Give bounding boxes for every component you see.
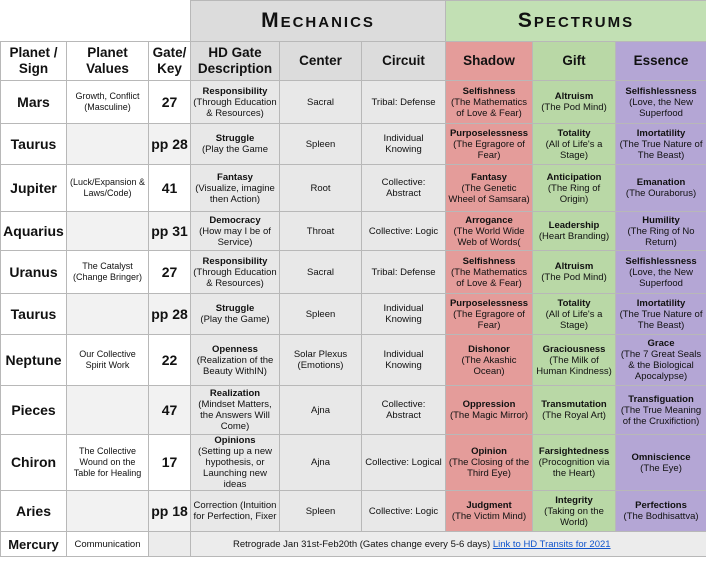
values-cell [67, 491, 149, 532]
desc-sub: (Play the Game [202, 144, 268, 155]
header-gift: Gift [533, 42, 616, 81]
shadow-cell [446, 251, 533, 294]
mechanics-header: Mechanics [191, 1, 446, 42]
shadow-sub: (The Magic Mirror) [449, 410, 529, 421]
center-cell [280, 386, 362, 435]
desc-title: Realization [209, 388, 261, 399]
gift-cell [533, 165, 616, 212]
essence-cell [616, 124, 706, 165]
circuit-label: Collective: Logic [368, 505, 439, 517]
gift-sub: (All of Life's a Stage) [545, 308, 603, 331]
table-row [1, 251, 706, 294]
desc-title: Democracy [209, 214, 261, 226]
gift-sub: (The Ring of Origin) [547, 182, 601, 205]
gift-title: Graciousness [542, 343, 606, 355]
center-label: Ajna [310, 457, 330, 468]
planet-cell [1, 294, 67, 335]
shadow-sub: (The World Wide Web of Words( [453, 225, 525, 248]
gate-label: 27 [161, 263, 178, 280]
shadow-cell [446, 212, 533, 251]
footer-planet: Mercury [1, 532, 67, 557]
values-label: The Collective Wound on the Table for Healing [73, 446, 142, 478]
values-label: Growth, Conflict (Masculine) [75, 91, 140, 112]
values-cell [67, 386, 149, 435]
essence-title: Selfishlessness [625, 255, 697, 267]
essence-sub: (Love, the New Superfood [629, 266, 693, 289]
gift-title: Altruism [554, 91, 594, 102]
circuit-label: Collective: Abstract [381, 399, 426, 421]
desc-cell [191, 491, 280, 532]
table-row [1, 124, 706, 165]
shadow-sub: (The Genetic Wheel of Samsara) [448, 182, 530, 205]
shadow-cell [446, 335, 533, 386]
center-cell [280, 81, 362, 124]
gift-sub: (The Royal Art) [542, 410, 606, 421]
circuit-label: Collective: Abstract [381, 177, 426, 199]
desc-title: Openness [212, 343, 258, 355]
center-label: Spleen [305, 505, 336, 517]
circuit-label: Collective: Logical [365, 457, 442, 468]
table-body [1, 81, 706, 532]
header-circuit: Circuit [362, 42, 446, 81]
essence-title: Selfishlessness [625, 85, 697, 97]
center-cell [280, 212, 362, 251]
shadow-title: Purposelessness [449, 127, 529, 139]
desc-title: Struggle [215, 133, 255, 144]
essence-sub: (The True Nature of The Beast) [619, 138, 703, 161]
desc-sub: (How may I be of Service) [199, 225, 271, 248]
center-cell [280, 491, 362, 532]
shadow-sub: (The Victim Mind) [451, 511, 527, 522]
essence-sub: (The Ring of No Return) [627, 225, 695, 248]
table-row [1, 165, 706, 212]
footer-note-text: Retrograde Jan 31st-Feb20th (Gates change every 5-6 days) [233, 538, 491, 550]
circuit-cell [362, 435, 446, 491]
center-cell [280, 124, 362, 165]
gate-label: pp 28 [151, 135, 188, 152]
center-cell [280, 435, 362, 491]
gift-title: Leadership [548, 220, 600, 231]
essence-title: Omniscience [631, 451, 691, 463]
center-cell [280, 335, 362, 386]
circuit-cell [362, 491, 446, 532]
planet-label: Jupiter [10, 179, 57, 196]
center-cell [280, 165, 362, 212]
planet-label: Aries [15, 502, 52, 519]
planet-label: Neptune [5, 351, 62, 368]
values-cell [67, 435, 149, 491]
values-cell [67, 81, 149, 124]
gift-title: Anticipation [546, 171, 602, 183]
circuit-cell [362, 124, 446, 165]
desc-title: Struggle [215, 303, 255, 314]
planet-cell [1, 124, 67, 165]
gift-cell [533, 335, 616, 386]
values-cell [67, 212, 149, 251]
table-row [1, 81, 706, 124]
desc-cell [191, 251, 280, 294]
header-desc: HD Gate Description [191, 42, 280, 81]
essence-title: Humility [642, 214, 680, 226]
center-label: Solar Plexus (Emotions) [293, 349, 348, 371]
essence-cell [616, 212, 706, 251]
table-row [1, 386, 706, 435]
shadow-sub: (The Mathematics of Love & Fear) [451, 96, 528, 119]
essence-sub: (The Bodhisattva) [623, 511, 699, 522]
circuit-cell [362, 212, 446, 251]
gift-sub: (The Pod Mind) [541, 102, 607, 113]
footer-note [191, 532, 706, 557]
planet-cell [1, 386, 67, 435]
essence-cell [616, 435, 706, 491]
essence-cell [616, 81, 706, 124]
essence-sub: (The True Nature of The Beast) [619, 308, 703, 331]
planet-label: Pieces [11, 401, 56, 418]
gate-cell [149, 491, 191, 532]
gate-label: 27 [161, 93, 178, 110]
gift-sub: (All of Life's a Stage) [545, 138, 603, 161]
gate-label: pp 28 [151, 305, 188, 322]
shadow-title: Opinion [471, 446, 507, 457]
essence-cell [616, 335, 706, 386]
header-values: Planet Values [67, 42, 149, 81]
header-center: Center [280, 42, 362, 81]
desc-cell [191, 386, 280, 435]
desc-cell [191, 81, 280, 124]
gift-sub: (Procognition via the Heart) [538, 457, 610, 479]
desc-title: Opinions [214, 435, 256, 446]
values-cell [67, 251, 149, 294]
shadow-title: Fantasy [471, 171, 507, 183]
planet-cell [1, 491, 67, 532]
shadow-cell [446, 435, 533, 491]
shadow-title: Arrogance [465, 214, 513, 226]
gift-sub: (The Pod Mind) [541, 272, 607, 283]
shadow-title: Selfishness [462, 85, 516, 97]
planet-label: Uranus [9, 263, 58, 280]
footer-values: Communication [67, 532, 149, 557]
circuit-label: Individual Knowing [383, 349, 424, 371]
circuit-cell [362, 294, 446, 335]
table-row [1, 491, 706, 532]
gate-cell [149, 335, 191, 386]
values-cell [67, 335, 149, 386]
center-label: Throat [306, 225, 335, 237]
shadow-sub: (The Closing of the Third Eye) [448, 457, 530, 479]
values-cell [67, 124, 149, 165]
desc-sub: (Through Education & Resources) [193, 96, 277, 119]
desc-title: Responsibility [202, 85, 268, 97]
planet-label: Aquarius [3, 222, 64, 239]
essence-cell [616, 251, 706, 294]
shadow-sub: (The Mathematics of Love & Fear) [451, 266, 528, 289]
gift-title: Integrity [555, 494, 593, 506]
center-label: Sacral [307, 96, 334, 108]
planet-cell [1, 251, 67, 294]
circuit-cell [362, 81, 446, 124]
essence-title: Imortatility [636, 297, 686, 309]
gate-cell [149, 386, 191, 435]
shadow-title: Judgment [466, 500, 512, 511]
essence-title: Perfections [635, 500, 687, 511]
essence-sub: (Love, the New Superfood [629, 96, 693, 119]
essence-title: Transfiguation [628, 393, 694, 405]
gift-cell [533, 491, 616, 532]
desc-sub: (Play the Game) [200, 314, 270, 325]
gift-title: Transmutation [541, 399, 607, 410]
header-planet: Planet / Sign [1, 42, 67, 81]
desc-sub: (Realization of the Beauty WithIN) [196, 354, 274, 377]
essence-sub: (The True Meaning of the Cruxifiction) [620, 404, 702, 427]
circuit-label: Tribal: Defense [371, 96, 436, 108]
values-label: (Luck/Expansion & Laws/Code) [69, 177, 146, 198]
table-row [1, 435, 706, 491]
center-label: Sacral [307, 266, 334, 278]
planet-label: Taurus [10, 135, 57, 152]
planet-cell [1, 81, 67, 124]
desc-title: Fantasy [217, 171, 253, 183]
gate-cell [149, 294, 191, 335]
shadow-cell [446, 165, 533, 212]
gate-cell [149, 435, 191, 491]
gift-sub: (Heart Branding) [538, 231, 610, 242]
header-essence: Essence [616, 42, 706, 81]
gift-cell [533, 251, 616, 294]
gift-title: Altruism [554, 261, 594, 272]
desc-cell [191, 435, 280, 491]
shadow-cell [446, 294, 533, 335]
desc-cell [191, 294, 280, 335]
shadow-cell [446, 124, 533, 165]
desc-title: Responsibility [202, 255, 268, 267]
gate-label: 22 [161, 351, 178, 368]
planet-cell [1, 335, 67, 386]
center-label: Ajna [310, 404, 330, 416]
gift-cell [533, 435, 616, 491]
desc-sub: (Mindset Matters, the Answers Will Come) [198, 399, 272, 432]
desc-cell [191, 124, 280, 165]
center-cell [280, 294, 362, 335]
planet-cell [1, 165, 67, 212]
gift-sub: (Taking on the World) [544, 505, 604, 528]
values-cell [67, 165, 149, 212]
shadow-cell [446, 81, 533, 124]
column-header-row [1, 42, 706, 81]
essence-sub: (The 7 Great Seals & the Biological Apocalypse) [620, 349, 702, 382]
circuit-label: Individual Knowing [383, 133, 424, 155]
essence-cell [616, 294, 706, 335]
gift-cell [533, 124, 616, 165]
shadow-sub: (The Akashic Ocean) [461, 354, 517, 377]
desc-sub: (Setting up a new hypothesis, or Launching new ideas [198, 446, 272, 490]
center-label: Root [310, 182, 331, 194]
desc-sub: Correction (Intuition for Perfection, Fixer [193, 500, 277, 522]
shadow-cell [446, 386, 533, 435]
gate-label: 41 [161, 179, 178, 196]
essence-sub: (The Eye) [640, 462, 682, 474]
essence-title: Emanation [636, 177, 686, 188]
shadow-sub: (The Egragore of Fear) [453, 138, 525, 161]
desc-cell [191, 165, 280, 212]
circuit-label: Collective: Logic [368, 225, 439, 237]
gate-label: pp 31 [151, 222, 188, 239]
gift-cell [533, 386, 616, 435]
gate-cell [149, 251, 191, 294]
values-label: The Catalyst (Change Bringer) [72, 261, 143, 282]
table-row [1, 335, 706, 386]
shadow-title: Dishonor [468, 343, 510, 355]
desc-sub: (Visualize, imagine then Action) [195, 182, 275, 205]
header-gate: Gate/ Key [149, 42, 191, 81]
gate-label: pp 18 [151, 502, 188, 519]
circuit-cell [362, 335, 446, 386]
gift-title: Totality [557, 127, 591, 139]
essence-cell [616, 386, 706, 435]
values-cell [67, 294, 149, 335]
gift-sub: (The Milk of Human Kindness) [536, 354, 612, 377]
center-cell [280, 251, 362, 294]
header-shadow: Shadow [446, 42, 533, 81]
gate-label: 47 [161, 401, 178, 418]
circuit-label: Tribal: Defense [371, 266, 436, 278]
spectrums-header: Spectrums [446, 1, 706, 42]
center-label: Spleen [305, 308, 336, 320]
center-label: Spleen [305, 138, 336, 150]
circuit-cell [362, 386, 446, 435]
gate-cell [149, 124, 191, 165]
section-header-row [1, 1, 706, 42]
hd-transits-link[interactable]: Link to HD Transits for 2021 [492, 538, 611, 550]
essence-sub: (The Ouraborus) [625, 188, 697, 199]
gift-cell [533, 294, 616, 335]
shadow-sub: (The Egragore of Fear) [453, 308, 525, 331]
planet-cell [1, 435, 67, 491]
essence-cell [616, 165, 706, 212]
circuit-label: Individual Knowing [383, 303, 424, 325]
planet-label: Mars [17, 93, 50, 110]
gift-title: Totality [557, 297, 591, 309]
gate-cell [149, 165, 191, 212]
values-label: Our Collective Spirit Work [79, 349, 136, 370]
essence-title: Grace [647, 338, 675, 349]
gift-cell [533, 81, 616, 124]
table-row [1, 294, 706, 335]
gate-cell [149, 212, 191, 251]
desc-cell [191, 335, 280, 386]
circuit-cell [362, 251, 446, 294]
table-row [1, 212, 706, 251]
shadow-title: Selfishness [462, 255, 516, 267]
gate-label: 17 [161, 454, 178, 470]
essence-title: Imortatility [636, 127, 686, 139]
gift-title: Farsightedness [538, 446, 610, 457]
essence-cell [616, 491, 706, 532]
gift-cell [533, 212, 616, 251]
shadow-title: Oppression [462, 399, 516, 410]
shadow-cell [446, 491, 533, 532]
circuit-cell [362, 165, 446, 212]
planet-cell [1, 212, 67, 251]
footer-row [1, 532, 706, 557]
desc-sub: (Through Education & Resources) [193, 266, 277, 289]
gate-cell [149, 81, 191, 124]
desc-cell [191, 212, 280, 251]
planet-label: Chiron [10, 454, 57, 470]
planet-label: Taurus [10, 305, 57, 322]
shadow-title: Purposelessness [449, 297, 529, 309]
